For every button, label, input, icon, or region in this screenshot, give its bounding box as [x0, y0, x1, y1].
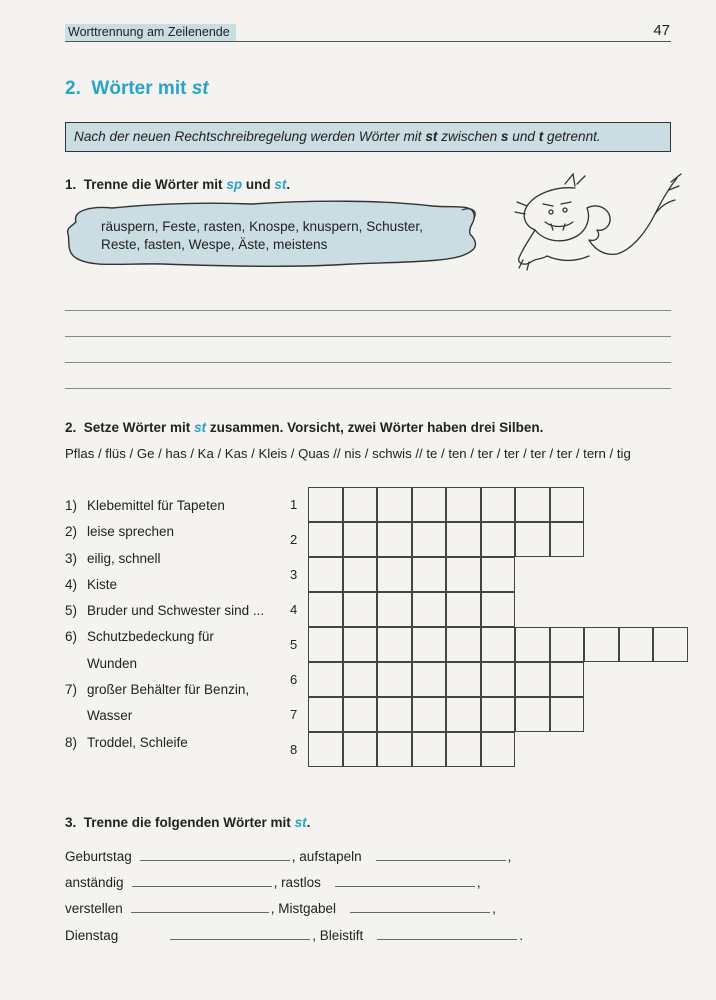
rule-bold-t: t — [538, 129, 544, 144]
task3-blank[interactable] — [140, 849, 290, 861]
crossword-cell[interactable] — [412, 522, 447, 557]
rule-text-2: zwischen — [437, 129, 501, 144]
answer-line-1[interactable] — [65, 310, 671, 311]
task3-punct: , — [507, 849, 512, 864]
section-title-em: st — [191, 78, 209, 99]
crossword-cell[interactable] — [550, 662, 585, 697]
crossword-cell[interactable] — [653, 627, 688, 662]
task1-text-b: und — [242, 177, 275, 192]
task3-text-b: . — [306, 815, 311, 830]
task3-blank[interactable] — [377, 928, 517, 940]
task3-word: , Mistgabel — [270, 901, 337, 916]
page-number: 47 — [653, 22, 670, 39]
crossword-cell[interactable] — [515, 662, 550, 697]
task3-word: anständig — [65, 875, 124, 890]
crossword-cell[interactable] — [308, 557, 343, 592]
crossword-clue-text: Klebemittel für Tapeten — [87, 498, 225, 513]
task3-row — [65, 928, 523, 943]
task1-hl-sp: sp — [226, 177, 243, 192]
crossword-cell[interactable] — [550, 627, 585, 662]
crossword-cell[interactable] — [481, 487, 516, 522]
crossword-cell[interactable] — [308, 662, 343, 697]
task2-text-b: zusammen. Vorsicht, zwei Wörter haben drei Silben. — [206, 420, 544, 435]
crossword-clue — [65, 498, 225, 513]
crossword-cell[interactable] — [412, 592, 447, 627]
crossword-clue-number: 2) — [65, 524, 78, 539]
crossword-clue — [65, 708, 132, 723]
crossword-cell[interactable] — [619, 627, 654, 662]
task1-text-a: Trenne die Wörter mit — [83, 177, 227, 192]
crossword-cell[interactable] — [377, 592, 412, 627]
crossword-cell[interactable] — [377, 662, 412, 697]
task3-blank[interactable] — [131, 901, 269, 913]
crossword-cell[interactable] — [343, 522, 378, 557]
crossword-cell[interactable] — [481, 592, 516, 627]
crossword-cell[interactable] — [308, 627, 343, 662]
word-cloud-line-2: Reste, fasten, Wespe, Äste, meistens — [101, 237, 328, 252]
crossword-row-number: 7 — [290, 707, 298, 722]
crossword-cell[interactable] — [412, 487, 447, 522]
answer-line-3[interactable] — [65, 362, 671, 363]
crossword-cell[interactable] — [515, 487, 550, 522]
crossword-clue-text: Wasser — [87, 708, 133, 723]
rule-bold-s: s — [500, 129, 509, 144]
crossword-clue — [65, 603, 264, 618]
crossword-row-number: 6 — [290, 672, 298, 687]
crossword-cell[interactable] — [446, 487, 481, 522]
task2-heading — [65, 420, 543, 435]
crossword-cell[interactable] — [308, 697, 343, 732]
crossword-row-number: 3 — [290, 567, 298, 582]
task3-row — [65, 849, 511, 864]
task2-number: 2. — [65, 420, 77, 435]
crossword-clue — [65, 735, 188, 750]
crossword-clue — [65, 656, 137, 671]
task1-heading — [65, 177, 290, 192]
crossword-cell[interactable] — [446, 732, 481, 767]
crossword-clue-number: 7) — [65, 682, 78, 697]
rule-text-1: Nach der neuen Rechtschreibregelung werden Wörter mit — [74, 129, 426, 144]
crossword-cell[interactable] — [343, 627, 378, 662]
crossword-cell[interactable] — [308, 487, 343, 522]
task3-row — [65, 875, 481, 890]
section-title — [65, 78, 209, 100]
crossword-clue-text: leise sprechen — [87, 524, 175, 539]
crossword-row-number: 5 — [290, 637, 298, 652]
task3-text-a: Trenne die folgenden Wörter mit — [83, 815, 295, 830]
task1-hl-st: st — [274, 177, 287, 192]
crossword-cell[interactable] — [481, 522, 516, 557]
crossword-row-number: 4 — [290, 602, 298, 617]
crossword-cell[interactable] — [343, 697, 378, 732]
crossword-clue-text: eilig, schnell — [87, 551, 161, 566]
ghost-illustration — [505, 170, 685, 278]
crossword-cell[interactable] — [377, 557, 412, 592]
crossword-clue — [65, 629, 214, 644]
crossword-cell[interactable] — [481, 557, 516, 592]
crossword-cell[interactable] — [377, 522, 412, 557]
task3-heading — [65, 815, 310, 830]
task3-hl-st: st — [294, 815, 307, 830]
crossword-cell[interactable] — [377, 732, 412, 767]
rule-text-4: getrennt. — [543, 129, 601, 144]
crossword-cell[interactable] — [343, 487, 378, 522]
task2-text-a: Setze Wörter mit — [83, 420, 195, 435]
crossword-clue-text: Schutzbedeckung für — [87, 629, 214, 644]
crossword-cell[interactable] — [377, 697, 412, 732]
crossword-cell[interactable] — [550, 697, 585, 732]
crossword-cell[interactable] — [481, 662, 516, 697]
task3-punct: . — [519, 928, 524, 943]
crossword-clue — [65, 524, 174, 539]
task3-number: 3. — [65, 815, 77, 830]
crossword-cell[interactable] — [412, 662, 447, 697]
crossword-row-number: 8 — [290, 742, 298, 757]
task3-blank[interactable] — [335, 875, 475, 887]
crossword-clue-number: 4) — [65, 577, 78, 592]
crossword-cell[interactable] — [412, 557, 447, 592]
section-title-text: Wörter mit — [91, 78, 187, 99]
section-number: 2. — [65, 78, 81, 99]
crossword-cell[interactable] — [481, 732, 516, 767]
rule-box — [65, 122, 671, 152]
task3-blank[interactable] — [132, 875, 272, 887]
crossword-cell[interactable] — [446, 557, 481, 592]
crossword-cell[interactable] — [446, 592, 481, 627]
crossword-clue-text: Troddel, Schleife — [87, 735, 188, 750]
task3-blank[interactable] — [350, 901, 490, 913]
crossword-cell[interactable] — [308, 732, 343, 767]
task1-text-c: . — [286, 177, 291, 192]
crossword-cell[interactable] — [481, 697, 516, 732]
crossword-cell[interactable] — [377, 487, 412, 522]
crossword-cell[interactable] — [481, 627, 516, 662]
crossword-cell[interactable] — [343, 592, 378, 627]
crossword-cell[interactable] — [515, 697, 550, 732]
crossword-cell[interactable] — [343, 732, 378, 767]
task3-word: , rastlos — [273, 875, 321, 890]
rule-bold-st: st — [425, 129, 438, 144]
crossword-clue-number: 1) — [65, 498, 78, 513]
crossword-cell[interactable] — [550, 487, 585, 522]
syllable-list: Pflas / flüs / Ge / has / Ka / Kas / Kleis / Quas // nis / schwis // te / ten / ter / ter / ter / ter / tern / tig — [65, 446, 631, 461]
word-cloud-line-1: räuspern, Feste, rasten, Knospe, knuspern, Schuster, — [101, 219, 423, 234]
task3-word: Dienstag — [65, 928, 119, 943]
crossword-cell[interactable] — [308, 592, 343, 627]
crossword-row-number: 2 — [290, 532, 298, 547]
task3-word: , aufstapeln — [291, 849, 362, 864]
crossword-clue-number: 8) — [65, 735, 78, 750]
crossword-clue — [65, 551, 161, 566]
crossword-row-number: 1 — [290, 497, 298, 512]
crossword-cell[interactable] — [412, 697, 447, 732]
crossword-cell[interactable] — [584, 627, 619, 662]
task3-punct: , — [492, 901, 496, 916]
answer-line-2[interactable] — [65, 336, 671, 337]
crossword-clue-text: Bruder und Schwester sind ... — [87, 603, 265, 618]
crossword-cell[interactable] — [377, 627, 412, 662]
task3-blank[interactable] — [170, 928, 310, 940]
rule-text-3: und — [508, 129, 539, 144]
crossword-cell[interactable] — [446, 697, 481, 732]
crossword-cell[interactable] — [446, 627, 481, 662]
task1-number: 1. — [65, 177, 77, 192]
crossword-clue-number: 6) — [65, 629, 78, 644]
crossword-clue-text: großer Behälter für Benzin, — [87, 682, 250, 697]
answer-line-4[interactable] — [65, 388, 671, 389]
crossword-cell[interactable] — [515, 627, 550, 662]
header-divider — [65, 41, 671, 42]
task3-punct: , — [476, 875, 481, 890]
crossword-cell[interactable] — [343, 557, 378, 592]
word-cloud-text — [101, 218, 423, 254]
task2-hl-st: st — [194, 420, 207, 435]
crossword-cell[interactable] — [308, 522, 343, 557]
crossword-cell[interactable] — [412, 732, 447, 767]
crossword-cell[interactable] — [412, 627, 447, 662]
crossword-clue — [65, 577, 117, 592]
crossword-cell[interactable] — [446, 662, 481, 697]
crossword-clue-text: Wunden — [87, 656, 138, 671]
crossword-cell[interactable] — [550, 522, 585, 557]
crossword-cell[interactable] — [343, 662, 378, 697]
crossword-clue-number: 3) — [65, 551, 78, 566]
task3-word: Geburtstag — [65, 849, 132, 864]
crossword-clue-text: Kiste — [87, 577, 118, 592]
task3-word: , Bleistift — [312, 928, 364, 943]
crossword-cell[interactable] — [446, 522, 481, 557]
task3-word: verstellen — [65, 901, 123, 916]
crossword-clue — [65, 682, 249, 697]
chapter-label: Worttrennung am Zeilenende — [65, 24, 236, 41]
crossword-clue-number: 5) — [65, 603, 78, 618]
crossword-cell[interactable] — [515, 522, 550, 557]
task3-blank[interactable] — [376, 849, 506, 861]
task3-row — [65, 901, 496, 916]
